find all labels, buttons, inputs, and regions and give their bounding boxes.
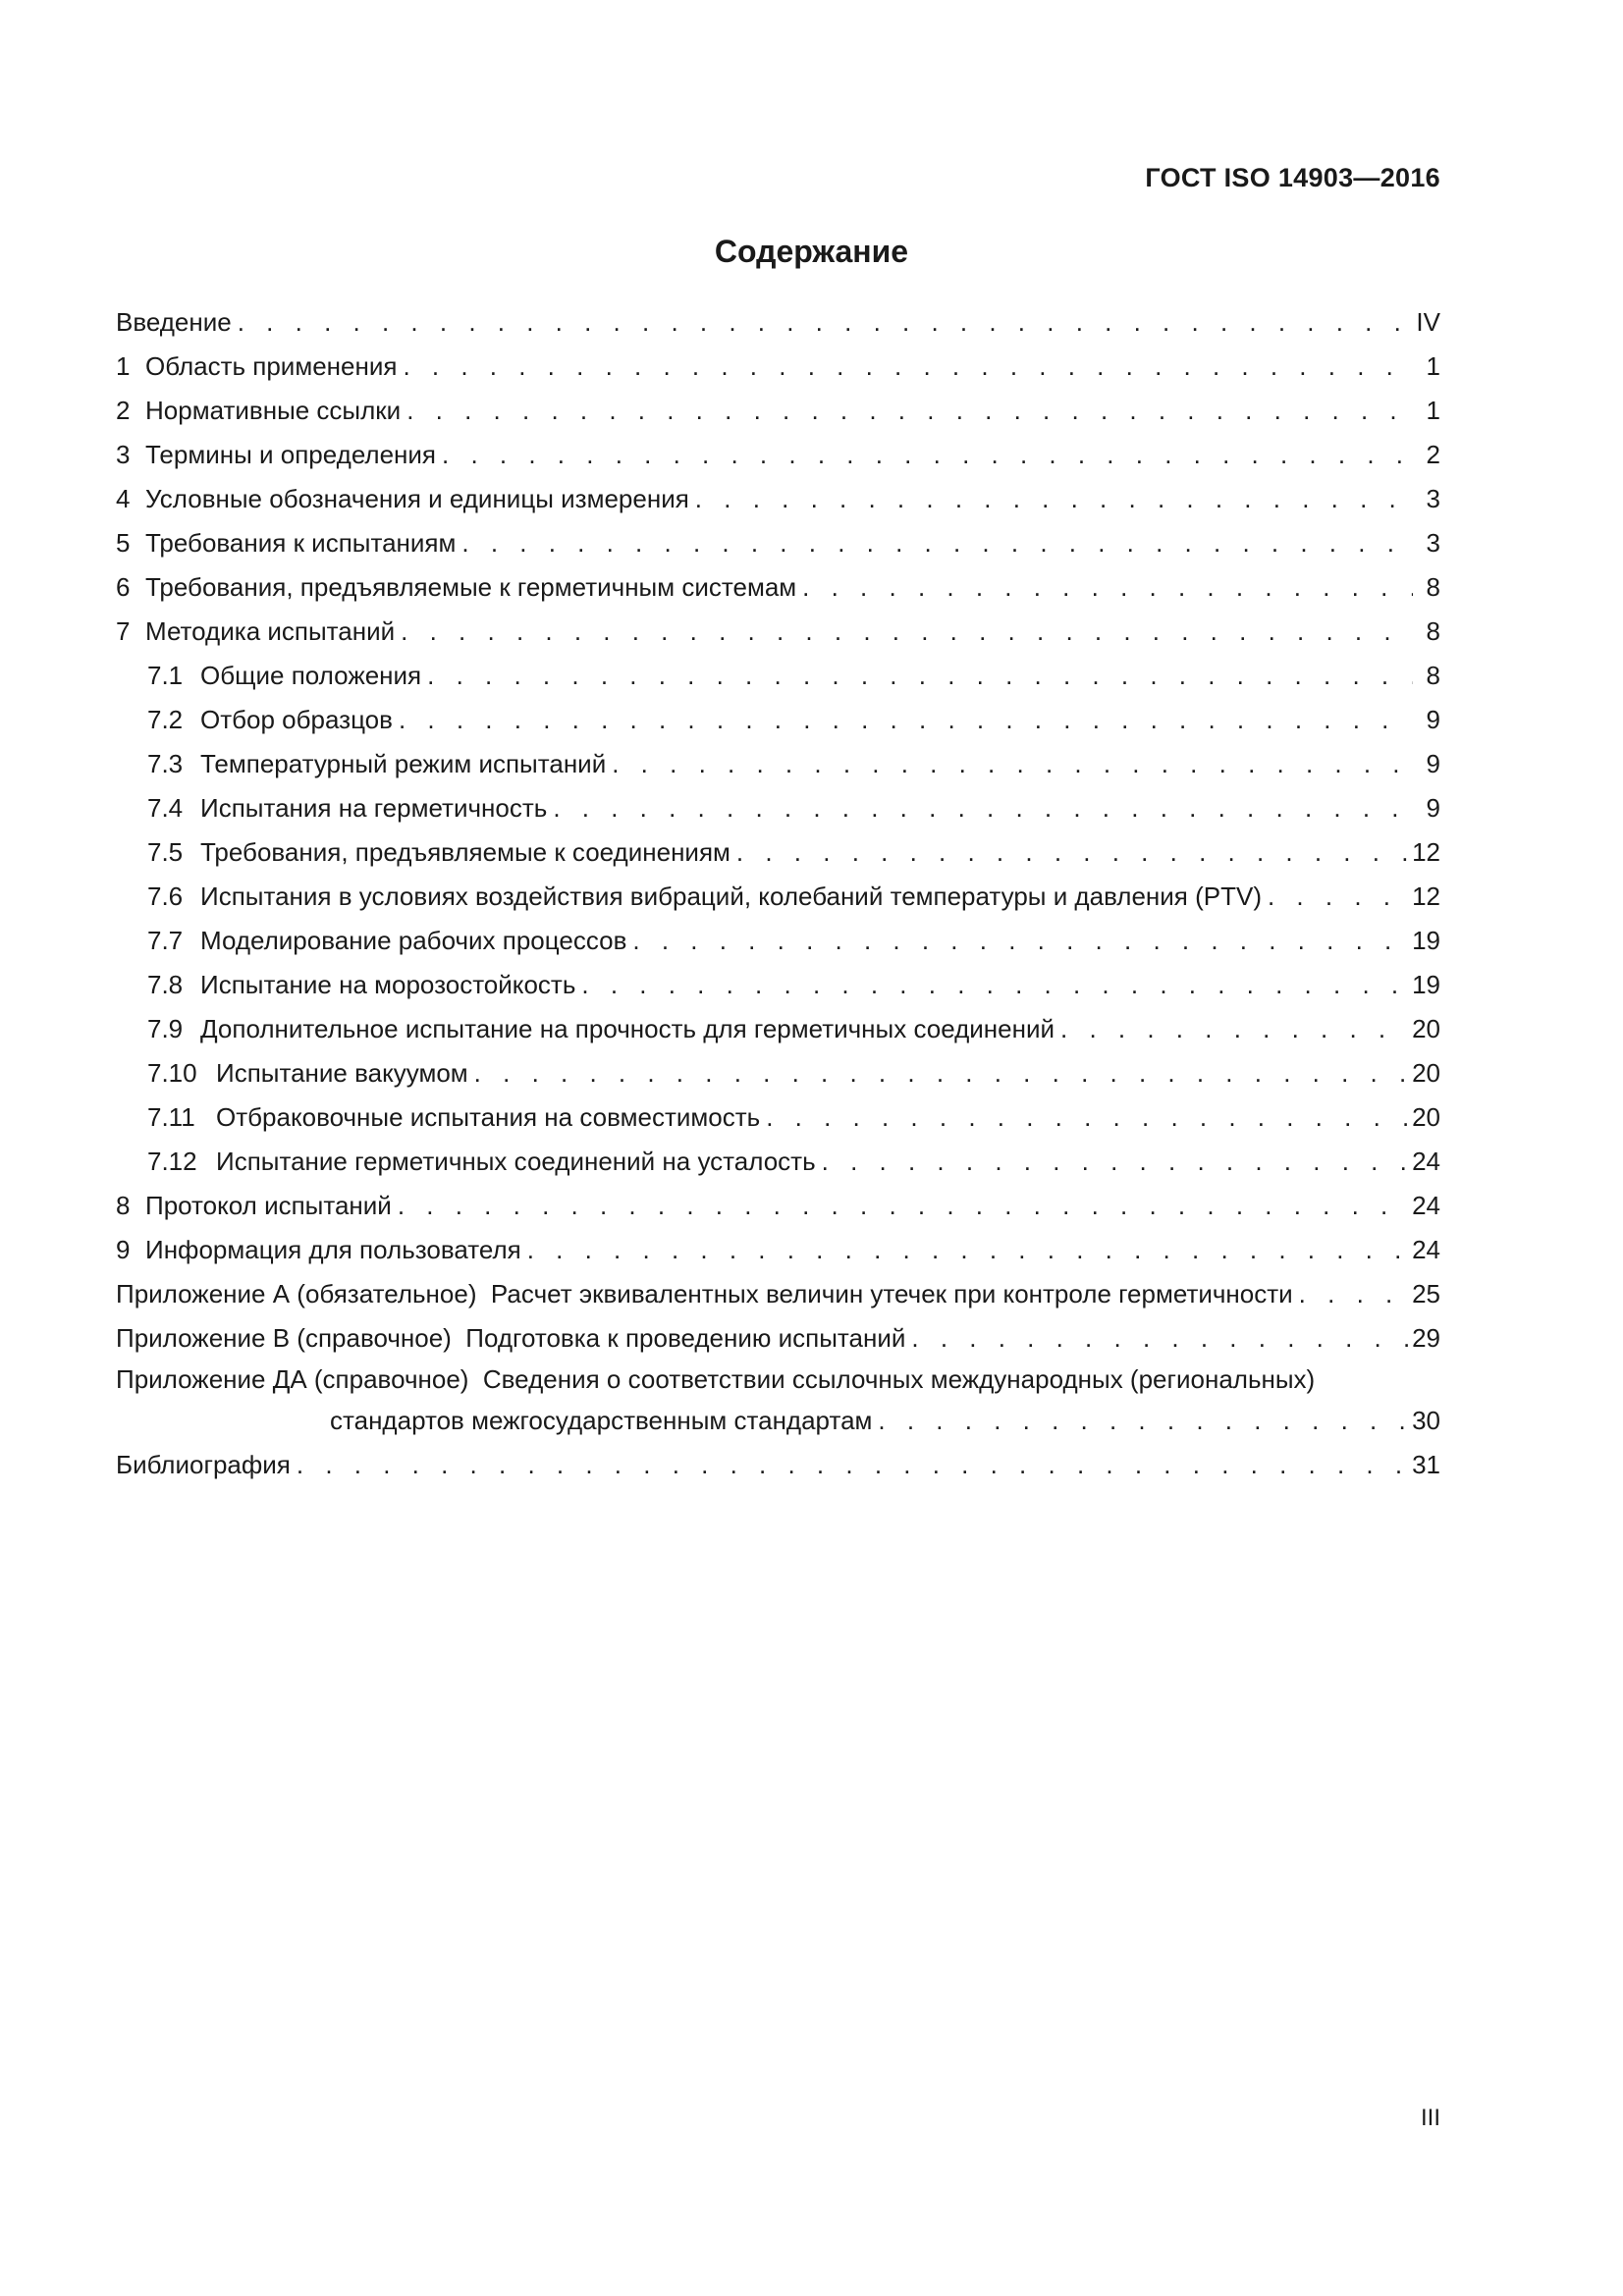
leader-dots bbox=[297, 1443, 1408, 1487]
toc-entry-page: 1 bbox=[1426, 351, 1440, 381]
toc-entry-number: 7.8 bbox=[147, 970, 184, 999]
leader-dots bbox=[403, 345, 1413, 389]
leader-dots bbox=[399, 698, 1413, 742]
toc-entry-number: 8 bbox=[116, 1191, 131, 1220]
toc-entry-7-7[interactable] bbox=[116, 919, 1440, 963]
toc-entry-label: Испытание вакуумом bbox=[216, 1058, 468, 1088]
document-code: ГОСТ ISO 14903—2016 bbox=[1145, 163, 1440, 192]
toc-entry-page: 12 bbox=[1412, 837, 1440, 867]
toc-entry-7-6[interactable] bbox=[116, 875, 1440, 919]
toc-entry-number: 7.3 bbox=[147, 749, 184, 778]
toc-entry-label: Область применения bbox=[145, 351, 398, 381]
toc-entry-3[interactable] bbox=[116, 433, 1440, 477]
toc-entry-label: Введение bbox=[116, 307, 232, 337]
toc-entry-page: 9 bbox=[1426, 705, 1440, 734]
toc-entry-page: 2 bbox=[1426, 440, 1440, 469]
leader-dots bbox=[553, 786, 1413, 830]
toc-entry-9[interactable] bbox=[116, 1228, 1440, 1272]
leader-dots bbox=[406, 389, 1413, 433]
toc-entry-number: 5 bbox=[116, 528, 131, 558]
toc-entry-7-10[interactable] bbox=[116, 1051, 1440, 1095]
toc-entry-label: Требования, предъявляемые к герметичным системам bbox=[145, 572, 797, 602]
toc-entry-number: 7 bbox=[116, 616, 131, 646]
toc-entry-page: 8 bbox=[1426, 572, 1440, 602]
toc-entry-number: 7.1 bbox=[147, 661, 184, 690]
toc-entry-7[interactable] bbox=[116, 610, 1440, 654]
toc-entry-appendix-da-continued[interactable] bbox=[116, 1399, 1440, 1443]
table-of-contents bbox=[116, 300, 1440, 1487]
toc-entry-7-1[interactable] bbox=[116, 654, 1440, 698]
toc-entry-4[interactable] bbox=[116, 477, 1440, 521]
leader-dots bbox=[1060, 1007, 1408, 1051]
toc-entry-label: Моделирование рабочих процессов bbox=[200, 926, 627, 955]
toc-entry-label: Нормативные ссылки bbox=[145, 396, 402, 425]
leader-dots bbox=[1268, 875, 1408, 919]
toc-entry-label: Информация для пользователя bbox=[145, 1235, 521, 1264]
toc-entry-number: 7.10 bbox=[147, 1058, 197, 1088]
toc-entry-page: IV bbox=[1416, 307, 1440, 337]
toc-entry-6[interactable] bbox=[116, 565, 1440, 610]
toc-entry-label: Испытание на морозостойкость bbox=[200, 970, 576, 999]
toc-entry-page: 3 bbox=[1426, 528, 1440, 558]
toc-entry-label: Требования к испытаниям bbox=[145, 528, 457, 558]
toc-entry-page: 24 bbox=[1412, 1147, 1440, 1176]
toc-entry-7-5[interactable] bbox=[116, 830, 1440, 875]
toc-entry-introduction[interactable] bbox=[116, 300, 1440, 345]
toc-entry-page: 8 bbox=[1426, 616, 1440, 646]
toc-entry-label: Общие положения bbox=[200, 661, 422, 690]
toc-entry-page: 24 bbox=[1412, 1235, 1440, 1264]
toc-entry-number: 7.6 bbox=[147, 881, 184, 911]
toc-entry-label: Приложение ДА (справочное) Сведения о соответствии ссылочных международных (региональных) bbox=[116, 1364, 1316, 1394]
leader-dots bbox=[527, 1228, 1408, 1272]
toc-entry-page: 9 bbox=[1426, 749, 1440, 778]
leader-dots bbox=[442, 433, 1413, 477]
toc-entry-number: 2 bbox=[116, 396, 131, 425]
leader-dots bbox=[461, 521, 1413, 565]
leader-dots bbox=[398, 1184, 1408, 1228]
toc-entry-7-11[interactable] bbox=[116, 1095, 1440, 1140]
toc-entry-page: 24 bbox=[1412, 1191, 1440, 1220]
toc-entry-page: 8 bbox=[1426, 661, 1440, 690]
toc-entry-label: Дополнительное испытание на прочность для герметичных соединений bbox=[200, 1014, 1055, 1043]
toc-entry-2[interactable] bbox=[116, 389, 1440, 433]
toc-entry-number: 6 bbox=[116, 572, 131, 602]
toc-entry-number: 3 bbox=[116, 440, 131, 469]
toc-entry-label: Отбор образцов bbox=[200, 705, 393, 734]
toc-entry-page: 19 bbox=[1412, 926, 1440, 955]
toc-entry-1[interactable] bbox=[116, 345, 1440, 389]
toc-entry-label: Методика испытаний bbox=[145, 616, 396, 646]
toc-entry-page: 3 bbox=[1426, 484, 1440, 513]
toc-entry-label: Требования, предъявляемые к соединениям bbox=[200, 837, 730, 867]
toc-entry-number: 4 bbox=[116, 484, 131, 513]
toc-entry-7-2[interactable] bbox=[116, 698, 1440, 742]
leader-dots bbox=[822, 1140, 1408, 1184]
toc-entry-7-8[interactable] bbox=[116, 963, 1440, 1007]
toc-entry-appendix-da[interactable] bbox=[116, 1361, 1440, 1399]
toc-entry-page: 9 bbox=[1426, 793, 1440, 823]
toc-entry-label: Протокол испытаний bbox=[145, 1191, 392, 1220]
toc-entry-7-9[interactable] bbox=[116, 1007, 1440, 1051]
toc-entry-label: Испытание герметичных соединений на усталость bbox=[216, 1147, 816, 1176]
toc-entry-number: 7.5 bbox=[147, 837, 184, 867]
leader-dots bbox=[581, 963, 1408, 1007]
toc-entry-7-4[interactable] bbox=[116, 786, 1440, 830]
leader-dots bbox=[1299, 1272, 1408, 1316]
leader-dots bbox=[238, 300, 1413, 345]
leader-dots bbox=[736, 830, 1408, 875]
leader-dots bbox=[401, 610, 1413, 654]
toc-entry-appendix-b[interactable] bbox=[116, 1316, 1440, 1361]
toc-entry-number: 7.11 bbox=[147, 1102, 195, 1132]
toc-entry-label: Испытания на герметичность bbox=[200, 793, 548, 823]
toc-entry-label: Температурный режим испытаний bbox=[200, 749, 607, 778]
toc-entry-label: Отбраковочные испытания на совместимость bbox=[216, 1102, 761, 1132]
toc-entry-page: 31 bbox=[1412, 1450, 1440, 1479]
toc-entry-page: 20 bbox=[1412, 1102, 1440, 1132]
toc-entry-label: Испытания в условиях воздействия вибраций, колебаний температуры и давления (PTV) bbox=[200, 881, 1262, 911]
toc-entry-7-12[interactable] bbox=[116, 1140, 1440, 1184]
leader-dots bbox=[612, 742, 1413, 786]
toc-entry-label: Библиография bbox=[116, 1450, 291, 1479]
toc-entry-page: 25 bbox=[1412, 1279, 1440, 1308]
leader-dots bbox=[474, 1051, 1408, 1095]
toc-entry-number: 7.12 bbox=[147, 1147, 197, 1176]
leader-dots bbox=[911, 1316, 1408, 1361]
toc-entry-7-3[interactable] bbox=[116, 742, 1440, 786]
toc-entry-5[interactable] bbox=[116, 521, 1440, 565]
toc-entry-number: 7.9 bbox=[147, 1014, 184, 1043]
leader-dots bbox=[878, 1399, 1408, 1443]
toc-entry-page: 29 bbox=[1412, 1323, 1440, 1353]
toc-entry-8[interactable] bbox=[116, 1184, 1440, 1228]
toc-title: Содержание bbox=[714, 234, 909, 269]
leader-dots bbox=[427, 654, 1413, 698]
toc-entry-label: Приложение А (обязательное) Расчет эквивалентных величин утечек при контроле герметичности bbox=[116, 1279, 1293, 1308]
toc-entry-number: 9 bbox=[116, 1235, 131, 1264]
page-number: III bbox=[1420, 2105, 1440, 2131]
toc-entry-number: 7.4 bbox=[147, 793, 184, 823]
toc-entry-number: 7.7 bbox=[147, 926, 184, 955]
toc-entry-appendix-a[interactable] bbox=[116, 1272, 1440, 1316]
toc-entry-label-continued: стандартов межгосударственным стандартам bbox=[330, 1406, 873, 1435]
leader-dots bbox=[766, 1095, 1408, 1140]
toc-entry-number: 1 bbox=[116, 351, 131, 381]
toc-entry-label: Условные обозначения и единицы измерения bbox=[145, 484, 689, 513]
toc-entry-page: 20 bbox=[1412, 1014, 1440, 1043]
toc-entry-page: 20 bbox=[1412, 1058, 1440, 1088]
toc-entry-page: 1 bbox=[1426, 396, 1440, 425]
toc-entry-page: 12 bbox=[1412, 881, 1440, 911]
toc-entry-label: Приложение В (справочное) Подготовка к проведению испытаний bbox=[116, 1323, 906, 1353]
leader-dots bbox=[802, 565, 1413, 610]
toc-entry-page: 19 bbox=[1412, 970, 1440, 999]
toc-entry-label: Термины и определения bbox=[145, 440, 437, 469]
toc-entry-bibliography[interactable] bbox=[116, 1443, 1440, 1487]
leader-dots bbox=[632, 919, 1408, 963]
leader-dots bbox=[695, 477, 1413, 521]
toc-entry-page: 30 bbox=[1412, 1406, 1440, 1435]
toc-entry-number: 7.2 bbox=[147, 705, 184, 734]
